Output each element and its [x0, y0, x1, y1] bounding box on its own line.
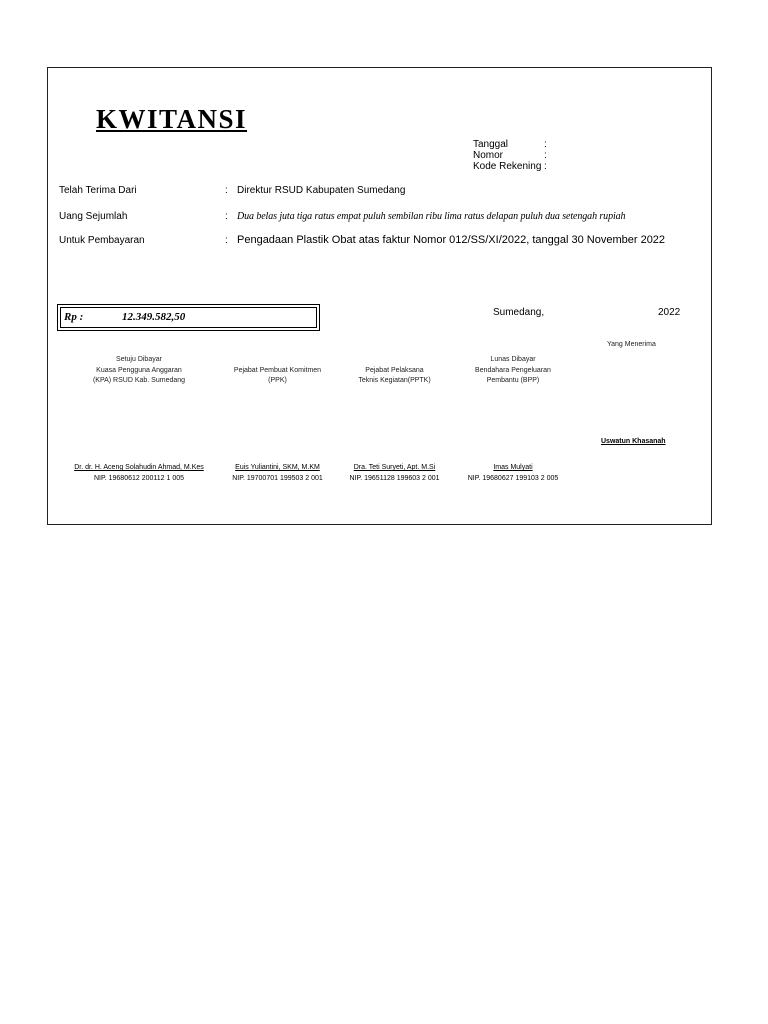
- signatory-kpa: [69, 355, 209, 387]
- signatory-ppk-line3: (PPK): [268, 377, 287, 384]
- receiver-name: Uswatun Khasanah: [601, 438, 666, 445]
- signatory-kpa-line2: Kuasa Pengguna Anggaran: [96, 366, 182, 374]
- signatory-bpp: [458, 355, 568, 387]
- receiver-label: Yang Menerima: [607, 341, 656, 348]
- kode-rekening-label: Kode Rekening: [473, 161, 542, 172]
- uang-sejumlah-label: Uang Sejumlah: [59, 211, 128, 222]
- signatory-bpp-name: Imas Mulyati: [493, 464, 533, 471]
- amount-box: [57, 304, 320, 331]
- signatory-pptk-nip: NIP. 19651128 199603 2 001: [349, 475, 440, 482]
- signatory-pptk-name: Dra. Teti Suryeti, Apt. M.Si: [353, 464, 436, 471]
- receipt-title: KWITANSI: [96, 104, 248, 134]
- uang-sejumlah-value: Dua belas juta tiga ratus empat puluh sembilan ribu lima ratus delapan puluh dua setengah rupiah: [237, 211, 626, 222]
- tanggal-colon: :: [544, 139, 547, 150]
- uang-sejumlah-colon: :: [225, 211, 228, 222]
- untuk-pembayaran-value: Pengadaan Plastik Obat atas faktur Nomor 012/SS/XI/2022, tanggal 30 November 2022: [237, 234, 666, 246]
- signatory-kpa-nip: NIP. 19680612 200112 1 005: [93, 475, 185, 482]
- telah-terima-dari-colon: :: [225, 185, 228, 196]
- telah-terima-dari-value: Direktur RSUD Kabupaten Sumedang: [237, 185, 406, 196]
- place-label: Sumedang,: [493, 307, 545, 318]
- amount-prefix: Rp :: [64, 311, 84, 323]
- signatory-kpa-line1: Setuju Dibayar: [116, 356, 162, 363]
- signatory-bpp-line1: Lunas Dibayar: [490, 356, 536, 363]
- signatory-bpp-line3: Pembantu (BPP): [486, 377, 540, 384]
- telah-terima-dari-label: Telah Terima Dari: [59, 185, 137, 196]
- signatory-pptk-line2: Pejabat Pelaksana: [365, 366, 424, 374]
- signatory-ppk: [220, 355, 335, 387]
- signatory-ppk-nip: NIP. 19700701 199503 2 001: [232, 475, 323, 482]
- untuk-pembayaran-label: Untuk Pembayaran: [59, 235, 145, 246]
- signatory-kpa-line3: (KPA) RSUD Kab. Sumedang: [92, 377, 186, 384]
- year-label: 2022: [658, 307, 681, 318]
- signatory-pptk-line1: [342, 355, 447, 366]
- amount-value: 12.349.582,50: [122, 311, 186, 323]
- receipt: [47, 67, 712, 525]
- tanggal-label: Tanggal: [473, 139, 509, 150]
- signatory-bpp-nip: NIP. 19680627 199103 2 005: [467, 475, 559, 482]
- nomor-colon: :: [544, 150, 547, 161]
- signatory-ppk-name: Euis Yuliantini, SKM, M.KM: [235, 464, 320, 471]
- signatory-ppk-line1: [220, 355, 335, 366]
- nomor-label: Nomor: [473, 150, 504, 161]
- signatory-pptk-line3: Teknis Kegiatan(PPTK): [358, 377, 431, 384]
- kode-rekening-colon: :: [544, 161, 547, 172]
- signatory-pptk: [342, 355, 447, 387]
- untuk-pembayaran-colon: :: [225, 235, 228, 246]
- signatory-kpa-name: Dr. dr. H. Aceng Solahudin Ahmad, M.Kes: [74, 464, 204, 471]
- signatory-bpp-line2: Bendahara Pengeluaran: [475, 366, 551, 374]
- signatory-ppk-line2: Pejabat Pembuat Komitmen: [233, 366, 322, 374]
